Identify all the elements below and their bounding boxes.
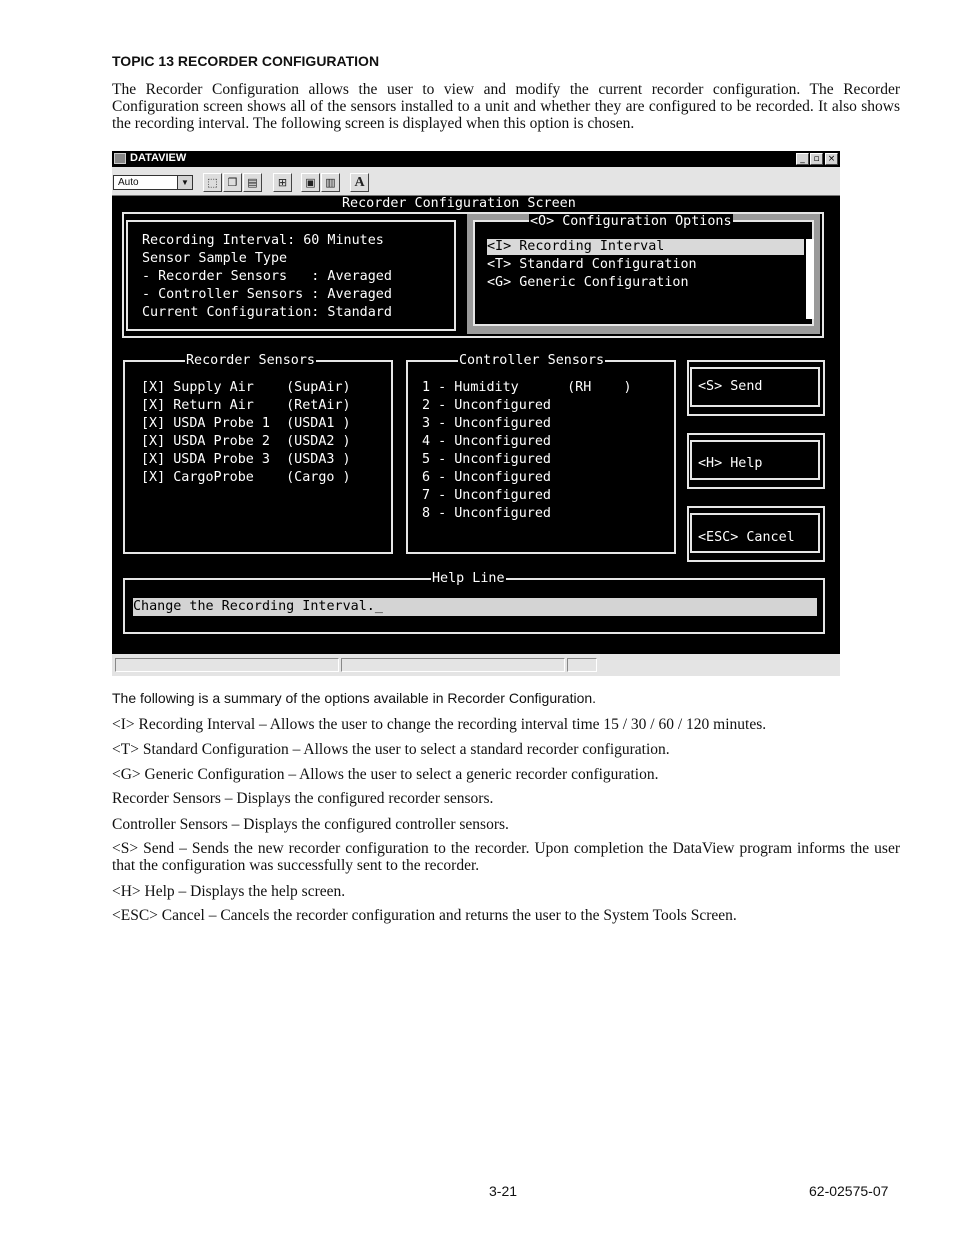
minimize-button[interactable]: _ <box>796 153 809 165</box>
option-recording-interval[interactable]: <I> Recording Interval <box>487 239 665 254</box>
cancel-button-frame <box>690 513 820 553</box>
config-line: - Recorder Sensors : Averaged <box>142 269 392 284</box>
summary-item: <H> Help – Displays the help screen. <box>112 883 346 900</box>
chevron-down-icon[interactable]: ▼ <box>177 176 192 189</box>
controller-sensors-title: Controller Sensors <box>459 353 605 368</box>
help-button-label: <H> Help <box>698 456 763 471</box>
controller-sensor-item[interactable]: 8 - Unconfigured <box>422 506 551 521</box>
recorder-sensor-item[interactable]: [X] USDA Probe 3 (USDA3 ) <box>141 452 351 467</box>
config-line: Sensor Sample Type <box>142 251 288 266</box>
background-icon[interactable]: ▥ <box>321 173 340 192</box>
send-button-label: <S> Send <box>698 379 763 394</box>
configuration-options-panel <box>467 214 820 334</box>
select-icon[interactable]: ⬚ <box>203 173 222 192</box>
controller-sensor-item[interactable]: 1 - Humidity (RH ) <box>422 380 632 395</box>
summary-item: <T> Standard Configuration – Allows the user to select a standard recorder configuration. <box>112 741 670 758</box>
document-number: 62-02575-07 <box>809 1183 889 1199</box>
help-line-field <box>133 598 817 616</box>
dos-console <box>112 196 840 660</box>
summary-title: The following is a summary of the options available in Recorder Configuration. <box>112 690 597 706</box>
recorder-sensors-title: Recorder Sensors <box>186 353 315 368</box>
help-line-title: Help Line <box>432 571 505 586</box>
toolbar <box>112 167 840 196</box>
status-bar <box>112 654 840 676</box>
recorder-sensor-item[interactable]: [X] CargoProbe (Cargo ) <box>141 470 351 485</box>
recorder-sensors-panel <box>123 353 393 554</box>
cancel-button[interactable] <box>687 506 825 562</box>
restore-button[interactable]: ▫ <box>810 153 823 165</box>
summary-item: Recorder Sensors – Displays the configured recorder sensors. <box>112 790 494 807</box>
dataview-screenshot <box>112 151 840 676</box>
send-button-frame <box>690 367 820 407</box>
summary-item: <S> Send – Sends the new recorder configuration to the recorder. Upon completion the DataView program informs the user that the configuration was successfully sent to the recorder. <box>112 840 900 874</box>
recorder-sensor-item[interactable]: [X] Supply Air (SupAir) <box>141 380 351 395</box>
fullscreen-icon[interactable]: ⊞ <box>273 173 292 192</box>
status-cell <box>115 658 339 672</box>
font-button[interactable]: A <box>350 173 369 192</box>
recorder-sensor-item[interactable]: [X] Return Air (RetAir) <box>141 398 351 413</box>
help-button[interactable] <box>687 433 825 489</box>
intro-paragraph: The Recorder Configuration allows the user to view and modify the current recorder configuration. The Recorder Configuration screen shows all of the sensors installed to a unit and whether they are configured to be recorded. It also shows the recording interval. The following screen is displayed when this option is chosen. <box>112 81 900 132</box>
options-list <box>473 214 814 326</box>
summary-item: <G> Generic Configuration – Allows the user to select a generic recorder configuration. <box>112 766 659 783</box>
paste-icon[interactable]: ▤ <box>243 173 262 192</box>
controller-sensor-item[interactable]: 3 - Unconfigured <box>422 416 551 431</box>
config-line: - Controller Sensors : Averaged <box>142 287 392 302</box>
help-button-frame <box>690 440 820 480</box>
controller-sensor-item[interactable]: 4 - Unconfigured <box>422 434 551 449</box>
controller-sensor-item[interactable]: 5 - Unconfigured <box>422 452 551 467</box>
recorder-sensor-item[interactable]: [X] USDA Probe 1 (USDA1 ) <box>141 416 351 431</box>
controller-sensor-item[interactable]: 2 - Unconfigured <box>422 398 551 413</box>
page-number: 3-21 <box>489 1183 518 1199</box>
config-line: Current Configuration: Standard <box>142 305 392 320</box>
option-generic-configuration[interactable]: <G> Generic Configuration <box>487 275 689 290</box>
current-configuration-panel <box>126 220 456 331</box>
status-cell <box>567 658 597 672</box>
font-size-value: Auto <box>118 177 139 188</box>
topic-heading: TOPIC 13 RECORDER CONFIGURATION <box>112 53 380 69</box>
controller-sensor-item[interactable]: 6 - Unconfigured <box>422 470 551 485</box>
cancel-button-label: <ESC> Cancel <box>698 530 795 545</box>
close-button[interactable]: × <box>825 153 838 165</box>
summary-item: Controller Sensors – Displays the configured controller sensors. <box>112 816 509 833</box>
options-title: <O> Configuration Options <box>530 214 732 229</box>
status-cell <box>341 658 565 672</box>
properties-icon[interactable]: ▣ <box>301 173 320 192</box>
help-line-text: Change the Recording Interval._ <box>133 599 383 614</box>
font-size-dropdown[interactable] <box>113 175 193 190</box>
controller-sensors-panel <box>406 353 676 554</box>
app-icon[interactable] <box>114 153 126 164</box>
send-button[interactable] <box>687 360 825 416</box>
summary-item: <ESC> Cancel – Cancels the recorder configuration and returns the user to the System Tools Screen. <box>112 907 737 924</box>
options-scrollbar[interactable] <box>806 239 814 319</box>
config-line: Recording Interval: 60 Minutes <box>142 233 384 248</box>
recorder-sensor-item[interactable]: [X] USDA Probe 2 (USDA2 ) <box>141 434 351 449</box>
copy-icon[interactable]: ❐ <box>223 173 242 192</box>
option-standard-configuration[interactable]: <T> Standard Configuration <box>487 257 697 272</box>
window-title: DATAVIEW <box>130 152 187 164</box>
help-line-panel <box>123 571 825 634</box>
summary-item: <I> Recording Interval – Allows the user to change the recording interval time 15 / 30 / 60 / 120 minutes. <box>112 716 767 733</box>
screen-title: Recorder Configuration Screen <box>342 196 576 211</box>
window-titlebar <box>112 151 840 167</box>
controller-sensor-item[interactable]: 7 - Unconfigured <box>422 488 551 503</box>
